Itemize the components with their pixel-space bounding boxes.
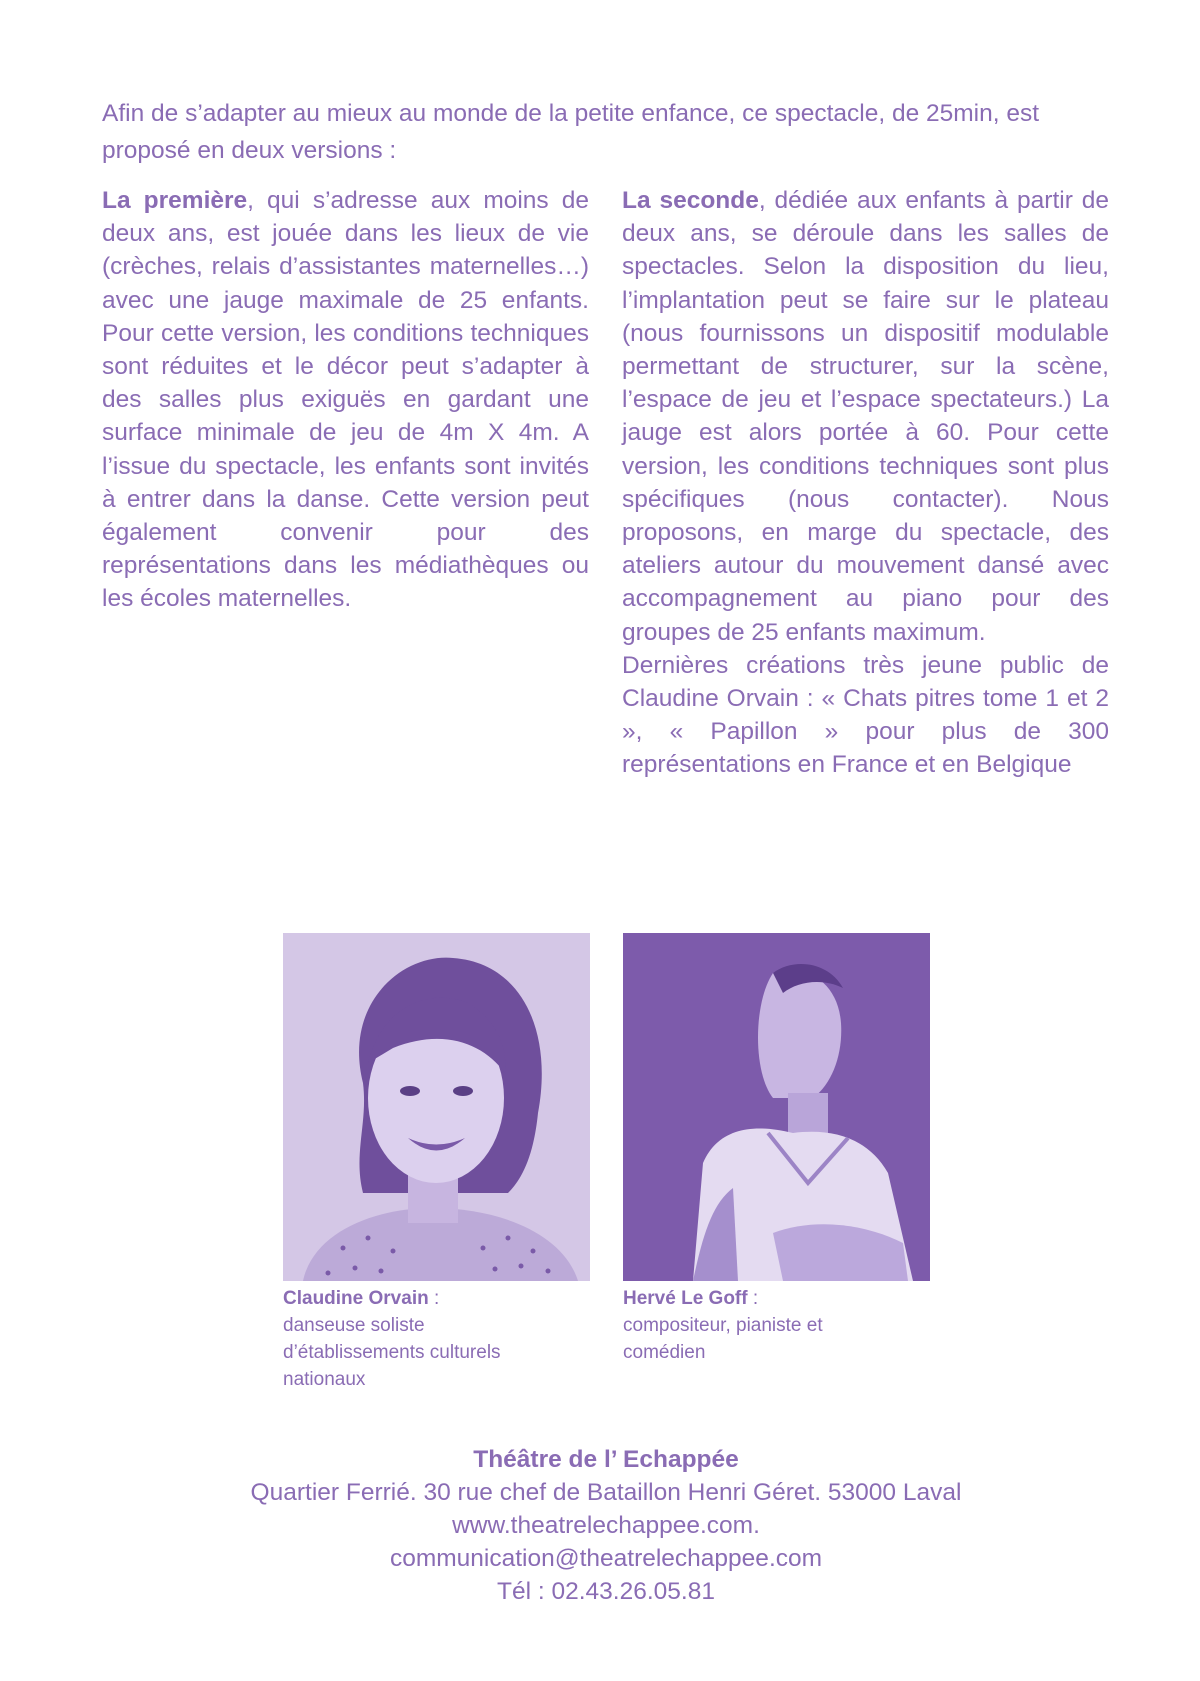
recent-creations-paragraph: Dernières créations très jeune public de Claudine Orvain : « Chats pitres tome 1 et 2 », « Papillon » pour plus de 300 représentations en France et en Belgique bbox=[622, 651, 1109, 779]
second-version-lead: La seconde bbox=[622, 187, 759, 214]
second-version-paragraph bbox=[622, 184, 1109, 649]
intro-paragraph: Afin de s’adapter au mieux au monde de la petite enfance, ce spectacle, de 25min, est proposé en deux versions : bbox=[102, 100, 1040, 164]
name-separator: : bbox=[747, 1288, 759, 1309]
first-version-text: , qui s’adresse aux moins de deux ans, est jouée dans les lieux de vie (crèches, relais d’assistantes maternelles…) avec une jauge maximale de 25 enfants. Pour cette version, les conditions techniques sont réduites et le décor peut s’adapter à des salles plus exiguës en gardant une surface minimale de jeu de 4m X 4m. A l’issue du spectacle, les enfants sont invités à entrer dans la danse. Cette version peut également convenir pour des représentations dans les médiathèques ou les écoles maternelles. bbox=[102, 187, 589, 613]
first-version-paragraph bbox=[102, 184, 589, 616]
second-version-text: , dédiée aux enfants à partir de deux ans, se déroule dans les salles de spectacles. Selon la disposition du lieu, l’implantation peut se faire sur le plateau (nous fournissons un dispositif modulable permettant de structurer, sur la scène, l’espace de jeu et l’espace spectateurs.) La jauge est alors portée à 60. Pour cette version, les conditions techniques sont plus spécifiques (nous contacter). Nous proposons, en marge du spectacle, des ateliers autour du mouvement dansé avec accompagnement au piano pour des groupes de 25 enfants maximum. bbox=[622, 187, 1109, 646]
person-role-line: nationaux bbox=[283, 1369, 366, 1390]
contact-footer bbox=[0, 1443, 1200, 1608]
person-role-line: compositeur, pianiste et bbox=[623, 1315, 823, 1336]
organization-name: Théâtre de l’ Echappée bbox=[473, 1446, 739, 1473]
person-role-line: comédien bbox=[623, 1342, 706, 1363]
first-version-column bbox=[102, 184, 589, 616]
person-role-line: d’établissements culturels bbox=[283, 1342, 501, 1363]
email-link[interactable]: communication@theatrelechappee.com bbox=[389, 1545, 823, 1572]
first-version-lead: La première bbox=[102, 187, 248, 214]
person-name: Claudine Orvain bbox=[283, 1288, 429, 1309]
caption-name-line bbox=[623, 1285, 923, 1312]
phone-number: Tél : 02.43.26.05.81 bbox=[497, 1578, 715, 1605]
person-name: Hervé Le Goff bbox=[623, 1288, 748, 1309]
caption-name-line bbox=[283, 1285, 583, 1312]
address: Quartier Ferrié. 30 rue chef de Bataillon Henri Géret. 53000 Laval bbox=[250, 1479, 962, 1506]
herve-le-goff-caption bbox=[623, 1285, 923, 1366]
person-role-line: danseuse soliste bbox=[283, 1315, 425, 1336]
website-link[interactable]: www.theatrelechappee.com. bbox=[452, 1512, 760, 1539]
second-version-column bbox=[622, 184, 1109, 782]
claudine-orvain-caption bbox=[283, 1285, 583, 1393]
portrait-man-image bbox=[623, 933, 930, 1281]
portrait-woman-image bbox=[283, 933, 590, 1281]
herve-le-goff-photo bbox=[623, 933, 930, 1281]
name-separator: : bbox=[428, 1288, 440, 1309]
claudine-orvain-photo bbox=[283, 933, 590, 1281]
